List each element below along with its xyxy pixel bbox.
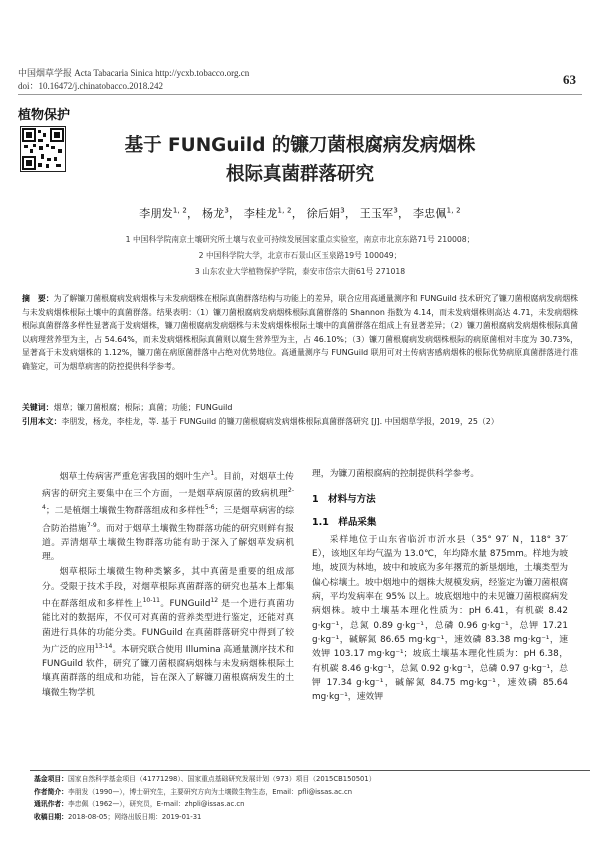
citation-text: 李朋发，杨龙，李桂龙，等. 基于 FUNGuild 的镰刀菌根腐病发病烟株根际真菌群落研究 [J]. 中国烟草学报，2019，25（2） [61, 417, 499, 426]
author-affil-sup: 1, 2 [277, 206, 292, 215]
footnote-corresponding: 通讯作者：李忠佩（1962—），研究员，E-mail：zhpli@issas.ac.cn [34, 800, 245, 808]
abstract [22, 292, 578, 374]
author-affil-sup: 1, 2 [172, 206, 188, 215]
author-affil-sup: 1, 2 [446, 206, 461, 215]
keywords-text: 烟草；镰刀菌根腐；根际；真菌；功能；FUNGuild [53, 403, 233, 412]
body-left-column [42, 467, 294, 700]
doi-line: doi：10.16472/j.chinatobacco.2018.242 [18, 81, 163, 91]
footnote-author-bio: 作者简介：李朋发（1990—），博士研究生，主要研究方向为土壤微生物生态，Email：pfli@issas.ac.cn [34, 787, 353, 796]
footnotes [34, 773, 590, 823]
author-name: 李朋发 [139, 207, 173, 220]
keywords-label: 关键词： [22, 403, 54, 412]
qr-code-icon [20, 126, 66, 172]
intro-paragraph-1: 烟草土传病害严重危害我国的烟叶生产$^1$。目前，对烟草土传病害的研究主要集中在三个方面，一是烟草病原菌的致病机理$^{2-4}$；二是植烟土壤微生物群落组成和多样性$^{5-6}$；三是烟草病害的综合防治措施$^{7-9}$。而对于烟草土壤微生物群落功能的研究则鲜有报道。弄清烟草土壤微生物群落功能有助于深入了解烟草发病机理。 [42, 470, 294, 563]
affiliation-2: 2 中国科学院大学，北京市石景山区玉泉路19号 100049； [198, 251, 402, 260]
author-name: 徐后娟 [306, 207, 341, 220]
footnote-funding: 基金项目：国家自然科学基金项目（41771298）、国家重点基础研究发展计划（973）项目（2015CB150501） [34, 775, 376, 783]
author-name: 李桂龙 [243, 207, 278, 220]
author-affil-sup: 3 [224, 206, 230, 215]
journal-line: 中国烟草学报 Acta Tabacaria Sinica http://ycxb.tobacco.org.cn [18, 68, 250, 78]
page-number: 63 [563, 72, 576, 87]
body-right-column [312, 467, 568, 704]
citation-label: 引用本文： [22, 417, 62, 426]
intro-paragraph-2: 烟草根际土壤微生物种类繁多，其中真菌是重要的组成部分。受限于技术手段，对烟草根际真菌群落的研究也基本上都集中在群落组成和多样性上$^{10-11}$。FUNGuild$^{12}$ 是一个进行真菌功能比对的数据库，不仅可对真菌的营养类型进行鉴定，还能对真菌进行具体的功能分类。FUNGuild 在真菌群落研究中得到了较为广泛的应用$^{13-14}$。本研究联合使用 Illumina 高通量测序技术和 FUNGuild 软件，研究了镰刀菌根腐病烟株与未发病烟株根际土壤真菌群落的组成和功能，旨在深入了解镰刀菌根腐病发生的土壤微生物学机 [42, 567, 294, 698]
sampling-paragraph: 采样地位于山东省临沂市沂水县（35° 97′ N，118° 37′ E），该地区年均气温为 13.0℃，年均降水量 875mm。样地为坡地，坡顶为林地，坡中和坡底为多年撂荒的新垦烟地，土壤类型为偏心棕壤土。坡中烟地中的烟株大规模发病，经鉴定为镰刀菌根腐病，平均发病率在 95% 以上。坡底烟地中的未见镰刀菌根腐病发病烟株。坡中土壤基本理化性质为：pH 6.41，有机碳 8.42 g·kg⁻¹，总氮 0.89 g·kg⁻¹，总磷 0.96 g·kg⁻¹，总钾 17.21 g·kg⁻¹，碱解氮 86.65 mg·kg⁻¹，速效磷 83.38 mg·kg⁻¹，速效钾 103.17 mg·kg⁻¹；坡底土壤基本理化性质为：pH 6.38，有机碳 8.46 g·kg⁻¹，总氮 0.92 g·kg⁻¹，总磷 0.97 g·kg⁻¹，总钾 17.34 g·kg⁻¹，碱解氮 84.75 mg·kg⁻¹，速效磷 85.64 mg·kg⁻¹，速效钾 [312, 534, 568, 703]
section-label: 植物保护 [18, 108, 71, 123]
header-rule [18, 94, 582, 95]
footnote-dates: 收稿日期：2018-08-05；网络出版日期：2019-01-31 [34, 812, 202, 821]
author-name: 杨龙 [201, 207, 225, 220]
author-name: 王玉军 [359, 207, 394, 220]
affiliation-3: 3 山东农业大学植物保护学院，泰安市岱宗大街61号 271018 [194, 267, 406, 276]
affiliation-1: 1 中国科学院南京土壤研究所土壤与农业可持续发展国家重点实验室，南京市北京东路71号 210008； [125, 235, 475, 244]
heading-sample-collection: 1.1 样品采集 [312, 516, 377, 528]
abstract-text: 为了解镰刀菌根腐病发病烟株与未发病烟株在根际真菌群落结构与功能上的差异，联合应用高通量测序和 FUNGuild 技术研究了镰刀菌根腐病发病烟株与未发病烟株根际土壤中的真菌群落。结果表明：（1）镰刀菌根腐病发病烟株根际真菌群落的 Shannon 指数为 4.14，而未发病烟株则高达 4.71，未发病烟株根际真菌群落多样性显著高于发病烟株，镰刀菌根腐病发病烟株与未发病烟株根际土壤中的真菌群落在组成上有显著差异；（2）镰刀菌根腐病发病烟株根际真菌以病理营养型为主，占 54.64%，而未发病烟株根际真菌则以腐生营养型为主，占 46.10%；（3）镰刀菌根腐病发病烟株根际的病原菌相对丰度为 30.73%，显著高于未发病烟株的 1.12%，镰刀菌在病原菌群落中占绝对优势地位。高通量测序与 FUNGuild 联用可对土传病害感病烟株的根际优势病原真菌群落进行准确鉴定，可为烟草病害的防控提供科学参考。 [22, 294, 578, 371]
citation [22, 415, 578, 429]
keywords [22, 401, 578, 415]
author-affil-sup: 3 [340, 206, 345, 215]
heading-materials-methods: 1 材料与方法 [312, 494, 376, 506]
author-list: 李朋发$^{1, 2}$， 杨龙$^3$， 李桂龙$^{1, 2}$， 徐后娟$^3$， 王玉军$^3$， 李忠佩$^{1, 2}$ [139, 206, 461, 220]
intro-continuation: 理，为镰刀菌根腐病的控制提供科学参考。 [312, 469, 480, 479]
author-affil-sup: 3 [393, 206, 399, 215]
abstract-label: 摘 要： [22, 294, 54, 303]
author-name: 李忠佩 [412, 207, 447, 220]
footnote-rule [30, 770, 590, 771]
title-line-1: 基于 FUNGuild 的镰刀菌根腐病发病烟株 [124, 135, 476, 156]
title-line-2: 根际真菌群落研究 [225, 164, 374, 185]
